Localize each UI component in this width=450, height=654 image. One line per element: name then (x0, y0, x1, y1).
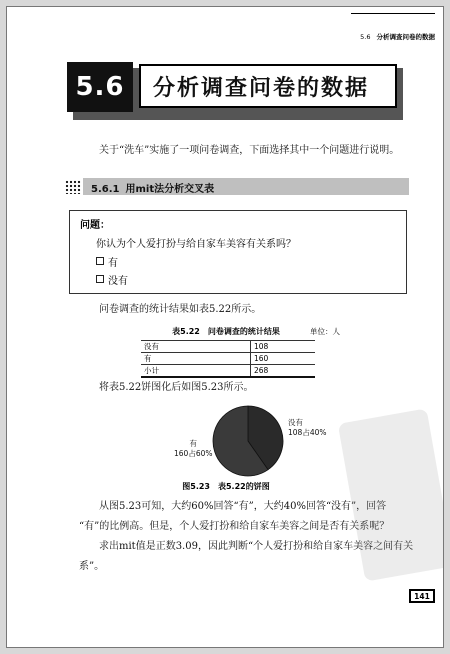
chart-intro: 将表5.22饼图化后如图5.23所示。 (99, 382, 254, 393)
checkbox-icon (96, 257, 104, 265)
section-title: 分析调查问卷的数据 (139, 64, 397, 108)
row-value: 108 (251, 341, 316, 353)
pie-chart (212, 405, 284, 477)
heading-dot-pattern (65, 180, 81, 194)
table-unit: 单位：人 (310, 327, 340, 336)
row-label: 有 (141, 353, 251, 365)
section-number: 5.6 (67, 62, 133, 112)
figure-caption: 图5.23 表5.22的饼图 (182, 482, 270, 491)
row-value: 268 (251, 365, 316, 378)
intro-paragraph: 关于“洗车”实施了一项问卷调查，下面选择其中一个问题进行说明。 (99, 145, 400, 156)
paragraph-line: “有”的比例高。但是，个人爱打扮和给自家车美容之间是否有关系呢？ (79, 521, 390, 532)
row-value: 160 (251, 353, 316, 365)
question-box (69, 210, 407, 294)
paragraph-line: 从图5.23可知，大约60%回答“有”，大约40%回答“没有”，回答 (99, 501, 387, 512)
watermark-stamp (338, 408, 444, 581)
table-row (141, 365, 315, 378)
stats-table (141, 340, 315, 378)
pie-label-yes: 有 160占60% (174, 439, 213, 458)
table-row (141, 341, 315, 353)
results-intro: 问卷调查的统计结果如表5.22所示。 (99, 304, 262, 315)
checkbox-icon (96, 275, 104, 283)
table-row (141, 353, 315, 365)
paragraph-line: 系”。 (79, 561, 105, 572)
pie-label-no: 没有 108占40% (288, 418, 327, 437)
table-title: 表5.22 问卷调查的统计结果 (172, 327, 280, 336)
option-yes: 有 (96, 254, 118, 269)
page-number: 141 (409, 589, 435, 603)
book-page (6, 6, 444, 648)
header-section-number: 5.6 (360, 33, 371, 41)
question-text: 你认为个人爱打扮与给自家车美容有关系吗？ (96, 239, 296, 250)
subsection-heading (65, 178, 409, 195)
row-label: 小计 (141, 365, 251, 378)
option-no: 没有 (96, 272, 128, 287)
row-label: 没有 (141, 341, 251, 353)
subsection-title: 用mit法分析交叉表 (125, 184, 215, 195)
subsection-number: 5.6.1 (91, 184, 120, 195)
paragraph-line: 求出mit值是正数3.09，因此判断“个人爱打扮和给自家车美容之间有关 (99, 541, 414, 552)
header-section-title: 分析调查问卷的数据 (376, 33, 435, 41)
section-banner (67, 62, 405, 122)
running-header (351, 13, 435, 42)
question-label: 问题： (80, 220, 110, 231)
